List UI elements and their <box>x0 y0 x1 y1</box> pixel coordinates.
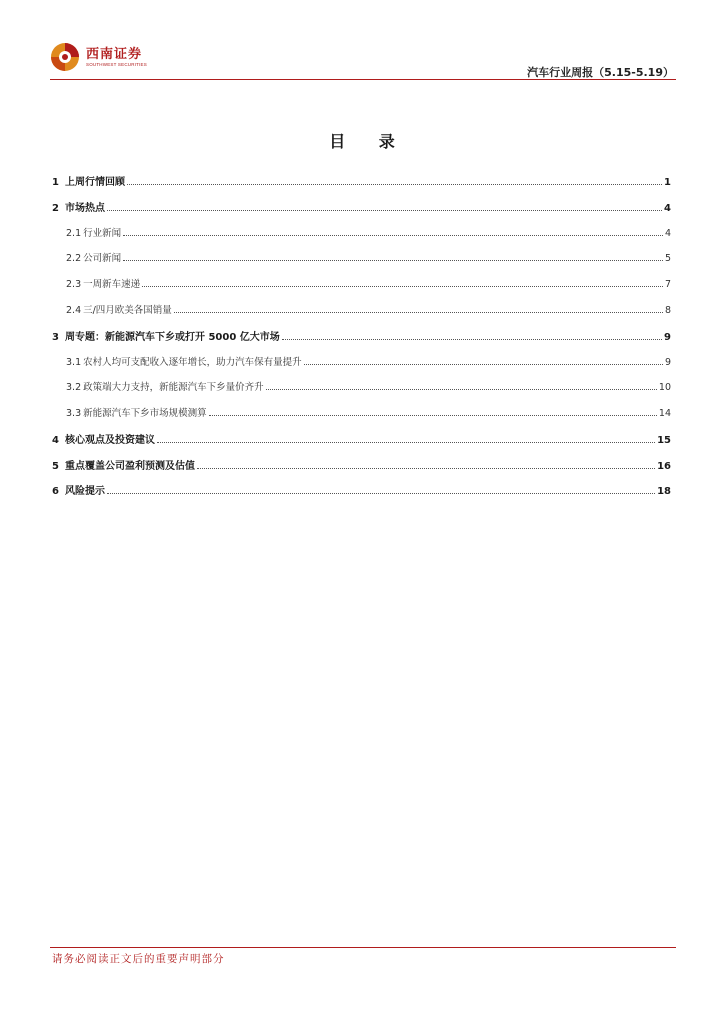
footer-disclaimer: 请务必阅读正文后的重要声明部分 <box>52 953 225 965</box>
toc-entry[interactable] <box>52 431 671 446</box>
toc-entry[interactable] <box>52 173 671 188</box>
toc-entry-title: 行业新闻 <box>83 228 122 239</box>
toc-entry-title: 周专题：新能源汽车下乡或打开 5000 亿大市场 <box>64 332 280 343</box>
toc-dot-leader <box>304 363 663 365</box>
toc-entry-page: 1 <box>664 177 671 188</box>
toc-entry-page: 16 <box>657 461 671 472</box>
toc-entry-number: 3.2 <box>66 382 82 393</box>
toc-entry-page: 4 <box>664 228 671 239</box>
toc-entry[interactable] <box>52 482 671 497</box>
page-header <box>50 40 676 82</box>
toc-entry-page: 9 <box>664 332 671 343</box>
toc-entry-title: 新能源汽车下乡市场规模测算 <box>83 408 207 419</box>
toc-dot-leader <box>107 209 662 211</box>
toc-entry[interactable] <box>52 276 671 290</box>
toc-dot-leader <box>197 467 655 469</box>
toc-entry-page: 5 <box>664 253 671 264</box>
toc-dot-leader <box>282 338 662 340</box>
toc-entry-title: 上周行情回顾 <box>64 177 125 188</box>
toc-entry-title: 一周新车速递 <box>83 279 141 290</box>
toc-entry-title: 核心观点及投资建议 <box>64 435 155 446</box>
toc-entry-number: 2.4 <box>66 305 82 316</box>
toc-entry-title: 风险提示 <box>64 486 105 497</box>
toc-entry-title: 重点覆盖公司盈利预测及估值 <box>64 461 195 472</box>
toc-dot-leader <box>107 492 655 494</box>
toc-entry[interactable] <box>52 405 671 419</box>
toc-entry-page: 9 <box>664 357 671 368</box>
toc-entry-page: 7 <box>664 279 671 290</box>
toc-entry-number: 1 <box>52 177 59 188</box>
toc-entry-number: 3.1 <box>66 357 82 368</box>
logo-english-name: SOUTHWEST SECURITIES <box>86 61 147 67</box>
toc-entry-number: 2 <box>52 203 59 214</box>
toc-entry[interactable] <box>52 379 671 393</box>
header-divider <box>50 79 676 80</box>
toc-entry-title: 公司新闻 <box>83 253 122 264</box>
toc-entry[interactable] <box>52 199 671 214</box>
report-title: 汽车行业周报（5.15-5.19） <box>527 66 674 79</box>
toc-heading: 目 录 <box>329 132 409 151</box>
toc-entry-number: 6 <box>52 486 59 497</box>
toc-entry-title: 三/四月欧美各国销量 <box>83 305 172 316</box>
logo-chinese-name: 西南证券 <box>86 46 143 62</box>
toc-entry-page: 10 <box>658 382 671 393</box>
toc-entry[interactable] <box>52 328 671 343</box>
toc-entry[interactable] <box>52 457 671 472</box>
toc-dot-leader <box>127 183 662 185</box>
toc-dot-leader <box>142 285 663 287</box>
toc-entry-title: 市场热点 <box>64 203 105 214</box>
toc-entry-number: 2.2 <box>66 253 82 264</box>
toc-entry-number: 2.1 <box>66 228 82 239</box>
toc-entry[interactable] <box>52 250 671 264</box>
company-logo <box>50 40 147 74</box>
toc-entry-page: 8 <box>664 305 671 316</box>
toc-entry-number: 4 <box>52 435 59 446</box>
toc-entry-page: 15 <box>657 435 671 446</box>
toc-entry-number: 3 <box>52 332 59 343</box>
toc-entry-number: 2.3 <box>66 279 82 290</box>
toc-dot-leader <box>123 234 663 236</box>
toc-dot-leader <box>266 388 657 390</box>
toc-entry-number: 3.3 <box>66 408 82 419</box>
toc-entry-title: 农村人均可支配收入逐年增长，助力汽车保有量提升 <box>83 357 302 368</box>
toc-entry-page: 18 <box>657 486 671 497</box>
toc-entry[interactable] <box>52 354 671 368</box>
toc-entry-page: 4 <box>664 203 671 214</box>
footer-divider <box>50 947 676 948</box>
toc-dot-leader <box>123 259 663 261</box>
toc-entry-title: 政策端大力支持，新能源汽车下乡量价齐升 <box>83 382 264 393</box>
toc-entry-page: 14 <box>658 408 671 419</box>
toc-entry[interactable] <box>52 225 671 239</box>
toc-dot-leader <box>174 311 663 313</box>
toc-dot-leader <box>209 414 657 416</box>
toc-entry[interactable] <box>52 302 671 316</box>
southwest-securities-logo-icon <box>50 42 80 72</box>
toc-dot-leader <box>157 441 655 443</box>
toc-entry-number: 5 <box>52 461 59 472</box>
